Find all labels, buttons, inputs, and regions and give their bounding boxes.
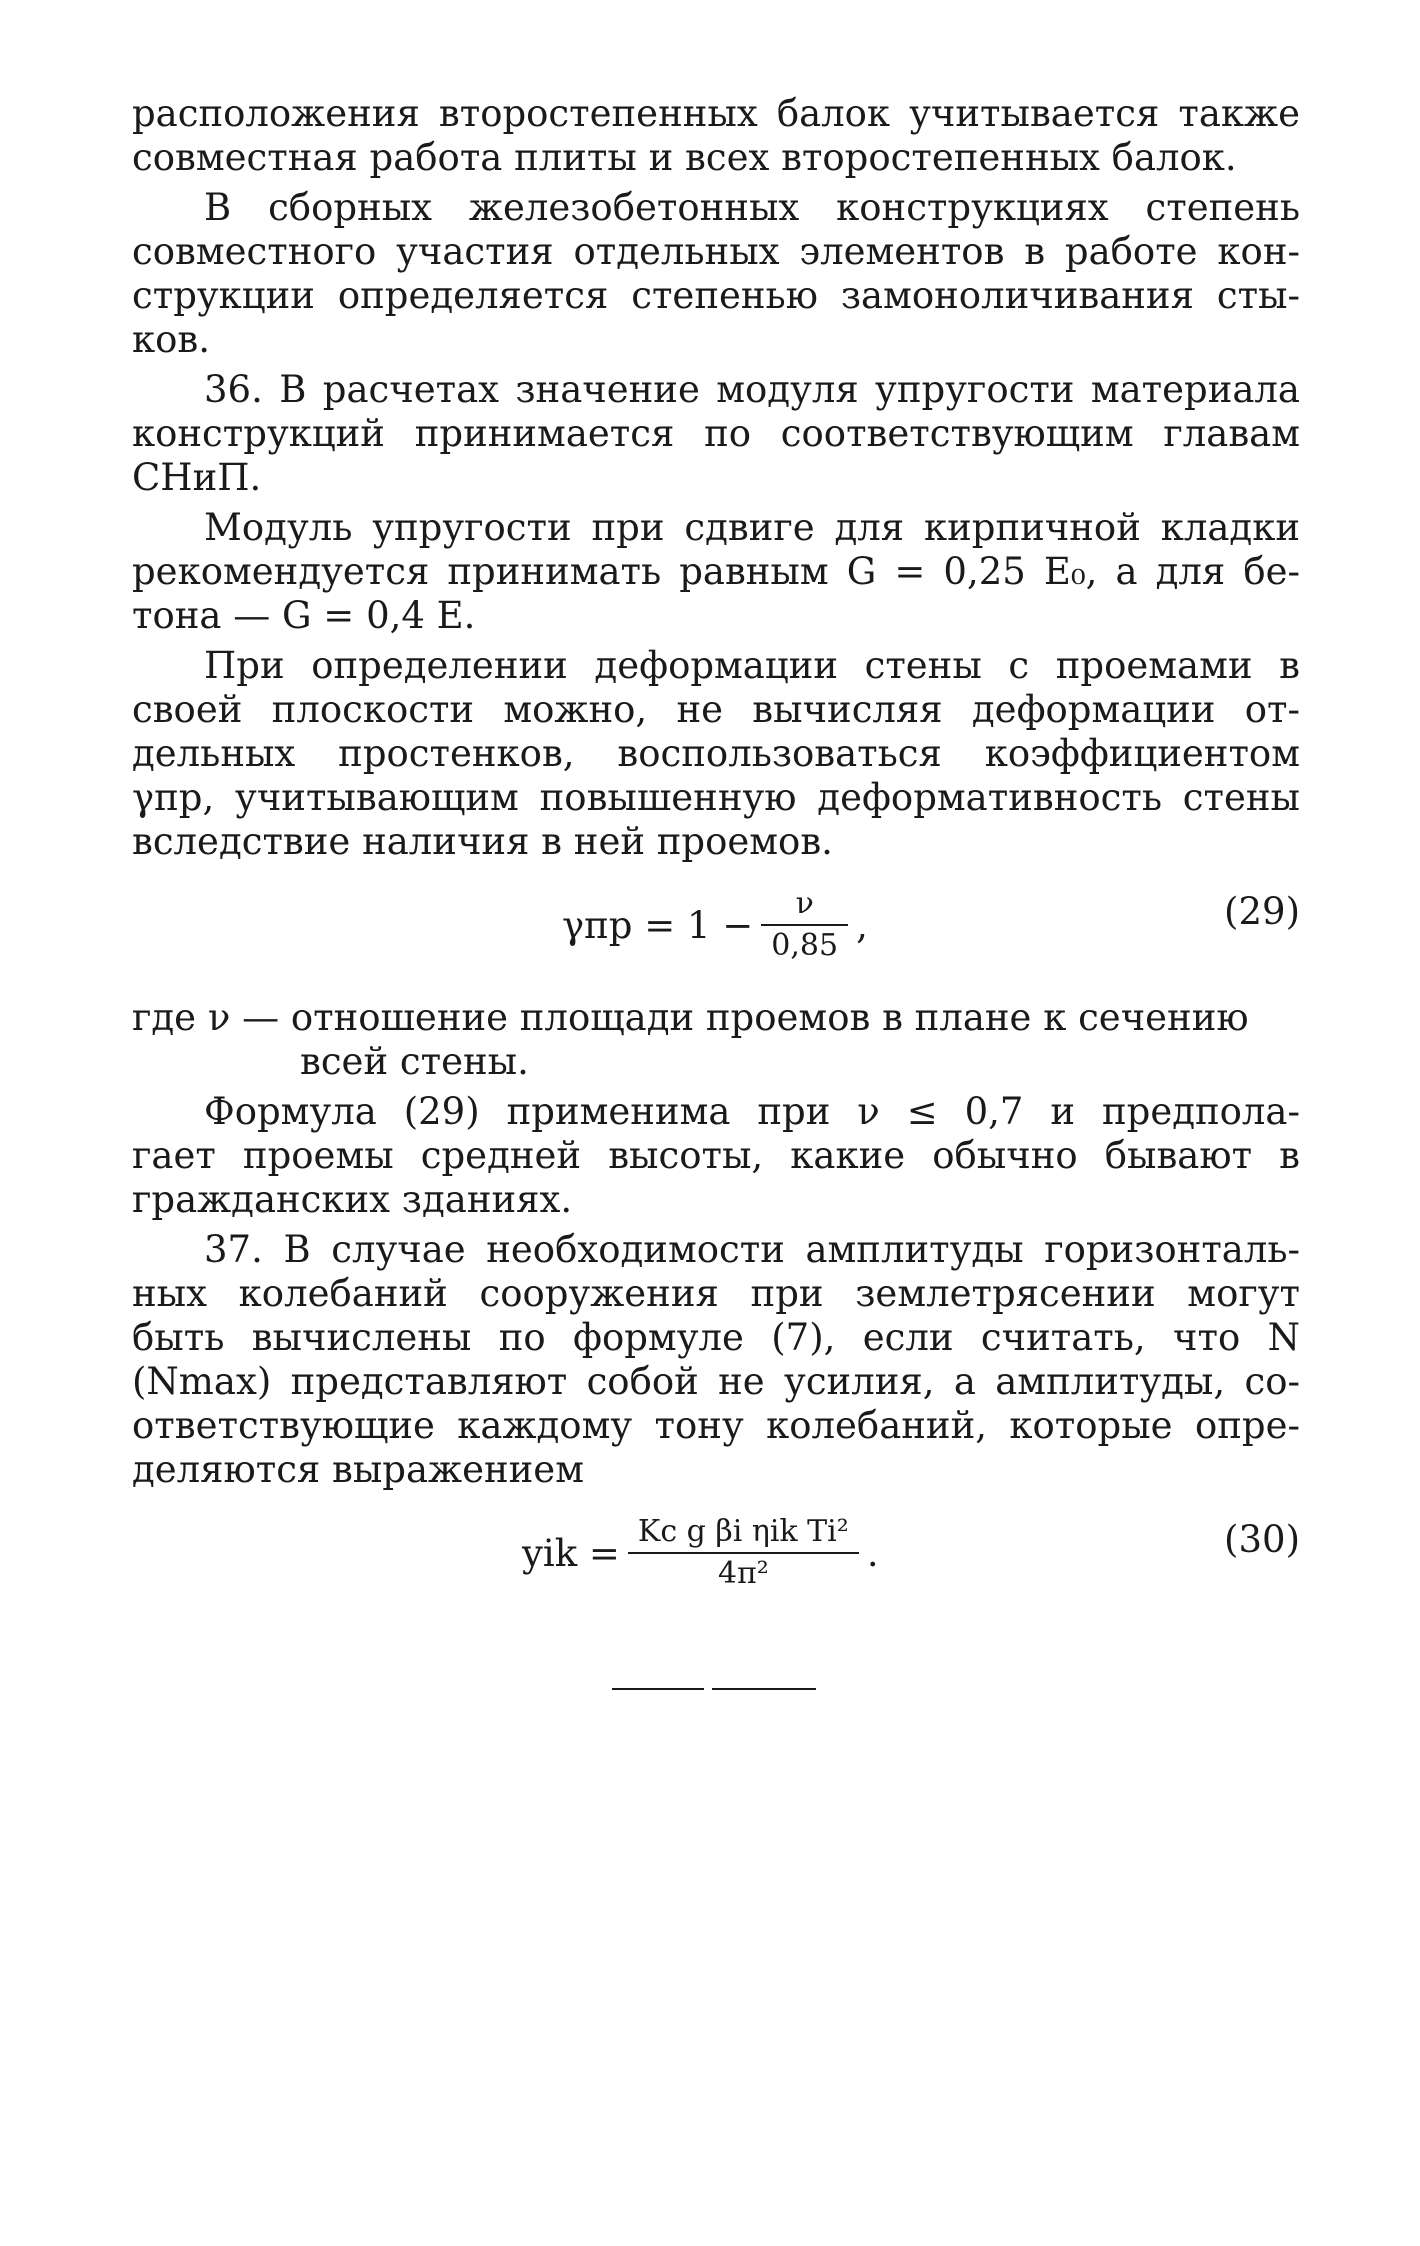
formula-30-tail: .	[866, 1531, 879, 1575]
paragraph-shear-modulus	[132, 506, 1300, 638]
text-line: СНиП.	[132, 456, 262, 499]
formula-30	[132, 1500, 1300, 1610]
formula-30-number: (30)	[1224, 1518, 1300, 1561]
text-line: гает проемы средней высоты, какие обычно бывают в	[132, 1134, 1300, 1177]
text-line: конструкций принимается по соответствующим главам	[132, 412, 1300, 455]
text-line: своей плоскости можно, не вычисляя деформации от-	[132, 688, 1300, 731]
text-line: вследствие наличия в ней проемов.	[132, 820, 833, 863]
formula-30-lhs: yik =	[522, 1531, 620, 1575]
text-line: совместного участия отдельных элементов в работе кон-	[132, 230, 1300, 273]
text-line: дельных простенков, воспользоваться коэффициентом	[132, 732, 1300, 775]
text-line: ных колебаний сооружения при землетрясении могут	[132, 1272, 1300, 1315]
formula-29	[132, 872, 1300, 982]
text-line: Формула (29) применима при ν ≤ 0,7 и предпола-	[204, 1090, 1300, 1133]
text-line: быть вычислены по формуле (7), если считать, что N	[132, 1316, 1300, 1359]
where-definition: где ν — отношение площади проемов в плане к сечению всей стены.	[132, 996, 1249, 1083]
formula-29-number: (29)	[1224, 890, 1300, 933]
paragraph-wall-deformation	[132, 644, 1300, 864]
text-line: γпр, учитывающим повышенную деформативность стены	[132, 776, 1300, 819]
document-page	[132, 92, 1300, 1624]
paragraph-1	[132, 92, 1300, 180]
formula-29-lhs: γпр = 1 −	[562, 903, 754, 947]
text-line: (Nmax) представляют собой не усилия, а амплитуды, со-	[132, 1360, 1300, 1403]
formula-29-fraction	[761, 884, 848, 966]
formula-29-numerator: ν	[795, 886, 814, 921]
formula-29-expression	[562, 884, 868, 966]
text-line: расположения второстепенных балок учитывается также	[132, 92, 1300, 135]
text-line: 37. В случае необходимости амплитуды горизонталь-	[204, 1228, 1300, 1271]
formula-29-denominator: 0,85	[771, 928, 839, 963]
text-line: 36. В расчетах значение модуля упругости материала	[204, 368, 1300, 411]
formula-29-tail: ,	[856, 903, 868, 947]
formula-30-fraction	[628, 1512, 859, 1594]
paragraph-37	[132, 1228, 1300, 1492]
text-line: гражданских зданиях.	[132, 1178, 573, 1221]
text-line: деляются выражением	[132, 1448, 584, 1491]
text-line: При определении деформации стены с проемами в	[204, 644, 1300, 687]
formula-30-expression	[522, 1512, 879, 1594]
formula-30-numerator: Kc g βi ηik Ti²	[637, 1514, 849, 1549]
paragraph-formula-29-applicability	[132, 1090, 1300, 1222]
text-line: струкции определяется степенью замоноличивания сты-	[132, 274, 1300, 317]
text-line: ответствующие каждому тону колебаний, которые опре-	[132, 1404, 1300, 1447]
text-line: ков.	[132, 318, 210, 361]
paragraph-36	[132, 368, 1300, 500]
text-line: совместная работа плиты и всех второстепенных балок.	[132, 136, 1237, 179]
text-line: В сборных железобетонных конструкциях степень	[204, 186, 1300, 229]
text-line: Модуль упругости при сдвиге для кирпичной кладки	[204, 506, 1300, 549]
text-line: рекомендуется принимать равным G = 0,25 E₀, а для бе-	[132, 550, 1300, 593]
end-rule-left	[612, 1688, 704, 1690]
text-line: тона — G = 0,4 E.	[132, 594, 476, 637]
formula-30-denominator: 4π²	[717, 1556, 769, 1591]
paragraph-2	[132, 186, 1300, 362]
end-rule-right	[712, 1688, 816, 1690]
